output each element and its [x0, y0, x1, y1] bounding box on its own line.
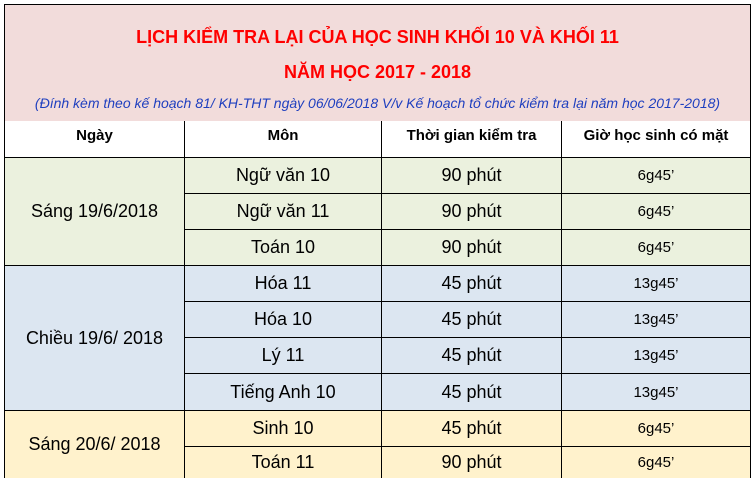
subject-cell: Ngữ văn 11: [185, 194, 382, 230]
arrival-cell: 13g45’: [562, 374, 750, 411]
arrival-cell: 6g45’: [562, 447, 750, 478]
arrival-cell: 6g45’: [562, 194, 750, 230]
duration-cell: 45 phút: [382, 374, 562, 411]
reference-note: (Đính kèm theo kế hoạch 81/ KH-THT ngày 06/06/2018 V/v Kế hoạch tổ chức kiểm tra lại năm học 2017-2018): [34, 95, 721, 111]
subject-cell: Toán 10: [185, 230, 382, 266]
column-header-day: Ngày: [5, 121, 185, 158]
day-cell: Chiều 19/6/ 2018: [5, 266, 185, 411]
subject-cell: Hóa 11: [185, 266, 382, 302]
duration-cell: 45 phút: [382, 411, 562, 447]
schedule-sheet: [4, 4, 751, 478]
title-line-2: NĂM HỌC 2017 - 2018: [283, 62, 472, 82]
title-line-1: LỊCH KIỂM TRA LẠI CỦA HỌC SINH KHỐI 10 VÀ KHỐI 11: [136, 27, 619, 47]
arrival-cell: 13g45’: [562, 266, 750, 302]
day-cell: Sáng 20/6/ 2018: [5, 411, 185, 478]
day-cell: Sáng 19/6/2018: [5, 158, 185, 266]
header-banner: [5, 5, 750, 122]
subject-cell: Toán 11: [185, 447, 382, 478]
column-header-arrival: Giờ học sinh có mặt: [562, 121, 750, 158]
duration-cell: 90 phút: [382, 194, 562, 230]
duration-cell: 90 phút: [382, 158, 562, 194]
duration-cell: 45 phút: [382, 338, 562, 374]
subject-cell: Hóa 10: [185, 302, 382, 338]
duration-cell: 90 phút: [382, 447, 562, 478]
duration-cell: 45 phút: [382, 302, 562, 338]
column-header-subject: Môn: [185, 121, 382, 158]
arrival-cell: 6g45’: [562, 230, 750, 266]
subject-cell: Lý 11: [185, 338, 382, 374]
subject-cell: Ngữ văn 10: [185, 158, 382, 194]
subject-cell: Sinh 10: [185, 411, 382, 447]
subject-cell: Tiếng Anh 10: [185, 374, 382, 411]
duration-cell: 45 phút: [382, 266, 562, 302]
duration-cell: 90 phút: [382, 230, 562, 266]
arrival-cell: 6g45’: [562, 411, 750, 447]
arrival-cell: 6g45’: [562, 158, 750, 194]
column-header-duration: Thời gian kiểm tra: [382, 121, 562, 158]
arrival-cell: 13g45’: [562, 338, 750, 374]
arrival-cell: 13g45’: [562, 302, 750, 338]
